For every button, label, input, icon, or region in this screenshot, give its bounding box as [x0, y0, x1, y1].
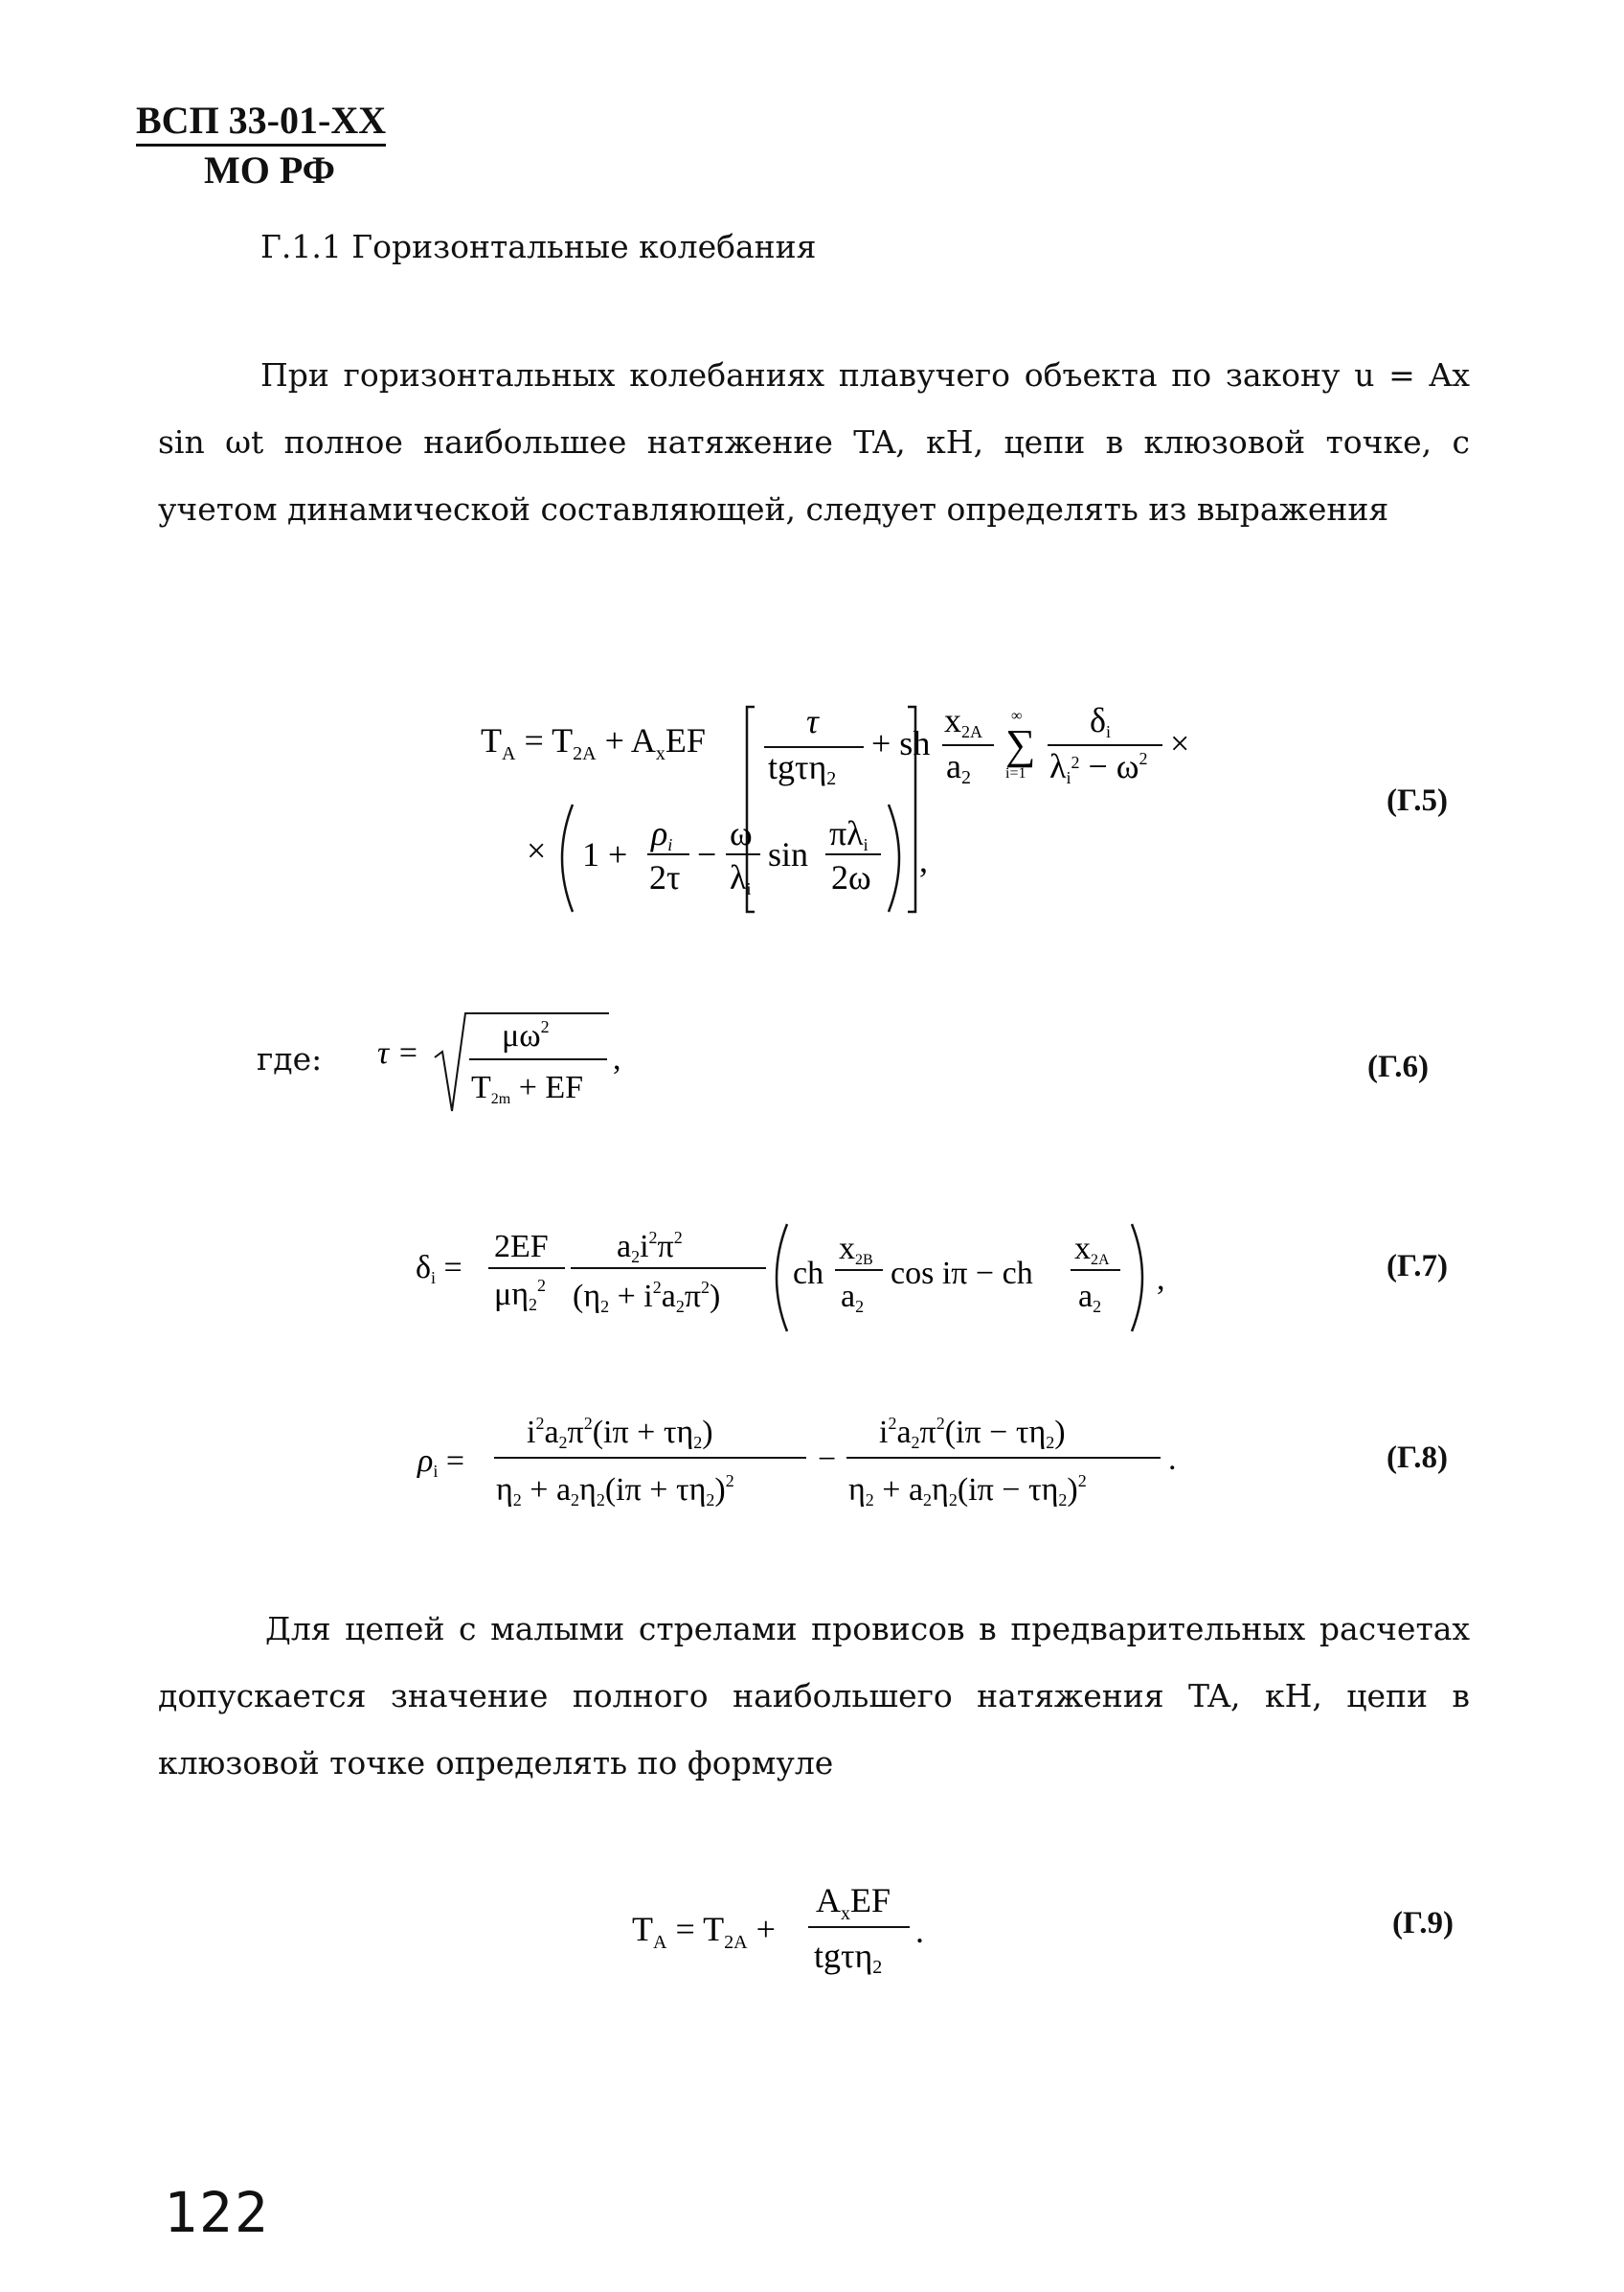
svg-text:×: × [1170, 724, 1190, 762]
svg-text:2τ: 2τ [649, 858, 681, 896]
svg-text:sin: sin [768, 835, 809, 874]
svg-text:ρi =: ρi = [417, 1443, 465, 1481]
svg-text:λi2 − ω2: $\lambda i^2 - \omega^2$ [1049, 747, 1148, 787]
formula-g7 [412, 1209, 1197, 1333]
svg-text:δi: δi [1090, 701, 1111, 741]
svg-text:η2 + a2η2(iπ + τη2)2: $\eta 2 + a2\eta 2(i\pi + \tau\eta 2)^2$ [496, 1471, 734, 1509]
svg-text:,: , [613, 1041, 621, 1077]
svg-text:AxEF: $A_xEF$ [816, 1881, 891, 1924]
svg-text:−: − [697, 835, 717, 874]
svg-text:tgτη2: tgτη2 [814, 1937, 883, 1978]
where-label: где: [257, 1040, 323, 1078]
svg-text:cos iπ − ch: cos iπ − ch [891, 1256, 1033, 1291]
svg-text:ch: ch [793, 1256, 824, 1291]
svg-text:∑: ∑ [1005, 721, 1036, 768]
svg-text:x2A: x2A [944, 701, 982, 741]
svg-text:a2: a2 [946, 747, 971, 788]
page-number: 122 [164, 2180, 270, 2245]
svg-text:πλi: πλi [829, 814, 868, 854]
svg-text:δi =: δi = [416, 1250, 462, 1287]
equation-number-g5: (Г.5) [1387, 783, 1449, 818]
svg-text:2EF: 2EF [494, 1229, 549, 1264]
svg-text:(η2 + i2a2π2): $(\eta 2 + i^2a2\pi^2)$ [573, 1278, 721, 1316]
svg-text:2ω: 2ω [831, 858, 871, 896]
svg-text:a2: a2 [841, 1279, 865, 1316]
svg-text:,: , [1157, 1261, 1165, 1297]
svg-text:i2a2π2(iπ − τη2): $i^2a2\pi^2(i\pi - \tau\eta 2)$ [879, 1414, 1066, 1452]
svg-text:λi: λi [730, 858, 752, 898]
svg-text:TA = T2A + AxEF: $T_A = T_{2A} + A_xEF$ [481, 721, 706, 764]
equation-number-g8: (Г.8) [1387, 1441, 1449, 1475]
document-code: ВСП 33-01-ХХ [136, 102, 386, 147]
svg-text:1 +: 1 + [582, 835, 628, 874]
svg-text:ρi: ρi [651, 814, 673, 854]
svg-text:.: . [1168, 1441, 1177, 1477]
svg-text:,: , [919, 841, 928, 879]
svg-text:i2a2π2(iπ + τη2): $i^2a2\pi^2(i\pi + \tau\eta 2)$ [527, 1414, 713, 1452]
svg-text:+ sh: + sh [871, 724, 931, 762]
paragraph-horizontal-oscillations: При горизонтальных колебаниях плавучего объекта по закону u = Ax sin ωt полное наибольшее натяжение TA, кН, цепи в клюзовой точке, с учетом динамической составляющей, следует определять из выражения [158, 356, 1470, 528]
svg-text:−: − [818, 1441, 837, 1477]
svg-text:a2i2π2: $a2i^2\pi^2$ [617, 1228, 683, 1266]
organization-label: МО РФ [204, 148, 335, 192]
section-title: Г.1.1 Горизонтальные колебания [260, 228, 817, 265]
svg-text:x2A: x2A [1074, 1231, 1110, 1268]
equation-number-g9: (Г.9) [1392, 1906, 1455, 1940]
svg-text:μω2: $\mu\omega^2$ [502, 1017, 550, 1054]
formula-g5 [469, 670, 1235, 929]
svg-text:ω: ω [730, 814, 753, 852]
svg-text:a2: a2 [1078, 1279, 1102, 1316]
equation-number-g7: (Г.7) [1387, 1249, 1449, 1283]
svg-text:tgτη2: tgτη2 [768, 748, 837, 789]
svg-text:τ: τ [806, 702, 819, 740]
equation-number-g6: (Г.6) [1367, 1050, 1430, 1084]
svg-text:TA = T2A +: $T_A = T_{2A}$ + [632, 1910, 776, 1953]
svg-text:∞: ∞ [1011, 708, 1023, 724]
formula-g8 [414, 1402, 1199, 1527]
svg-text:.: . [915, 1912, 924, 1950]
paragraph-small-sag-chains: Для цепей с малыми стрелами провисов в предварительных расчетах допускается значение полного наибольшего натяжения TA, кН, цепи в клюзовой точке определять по формуле [158, 1610, 1470, 1781]
formula-g9 [630, 1873, 956, 1988]
svg-text:μη22: $\mu\eta 2^2$ [494, 1276, 547, 1314]
svg-text:η2 + a2η2(iπ − τη2)2: $\eta 2 + a2\eta 2(i\pi - \tau\eta 2)^2$ [848, 1471, 1087, 1509]
svg-text:τ =: τ = [377, 1035, 419, 1071]
svg-text:×: × [527, 831, 547, 870]
svg-text:T2m + EF: T2m + EF [471, 1070, 584, 1107]
formula-g6 [375, 998, 663, 1123]
svg-text:i=1: i=1 [1005, 765, 1026, 782]
svg-text:x2B: x2B [839, 1231, 873, 1268]
